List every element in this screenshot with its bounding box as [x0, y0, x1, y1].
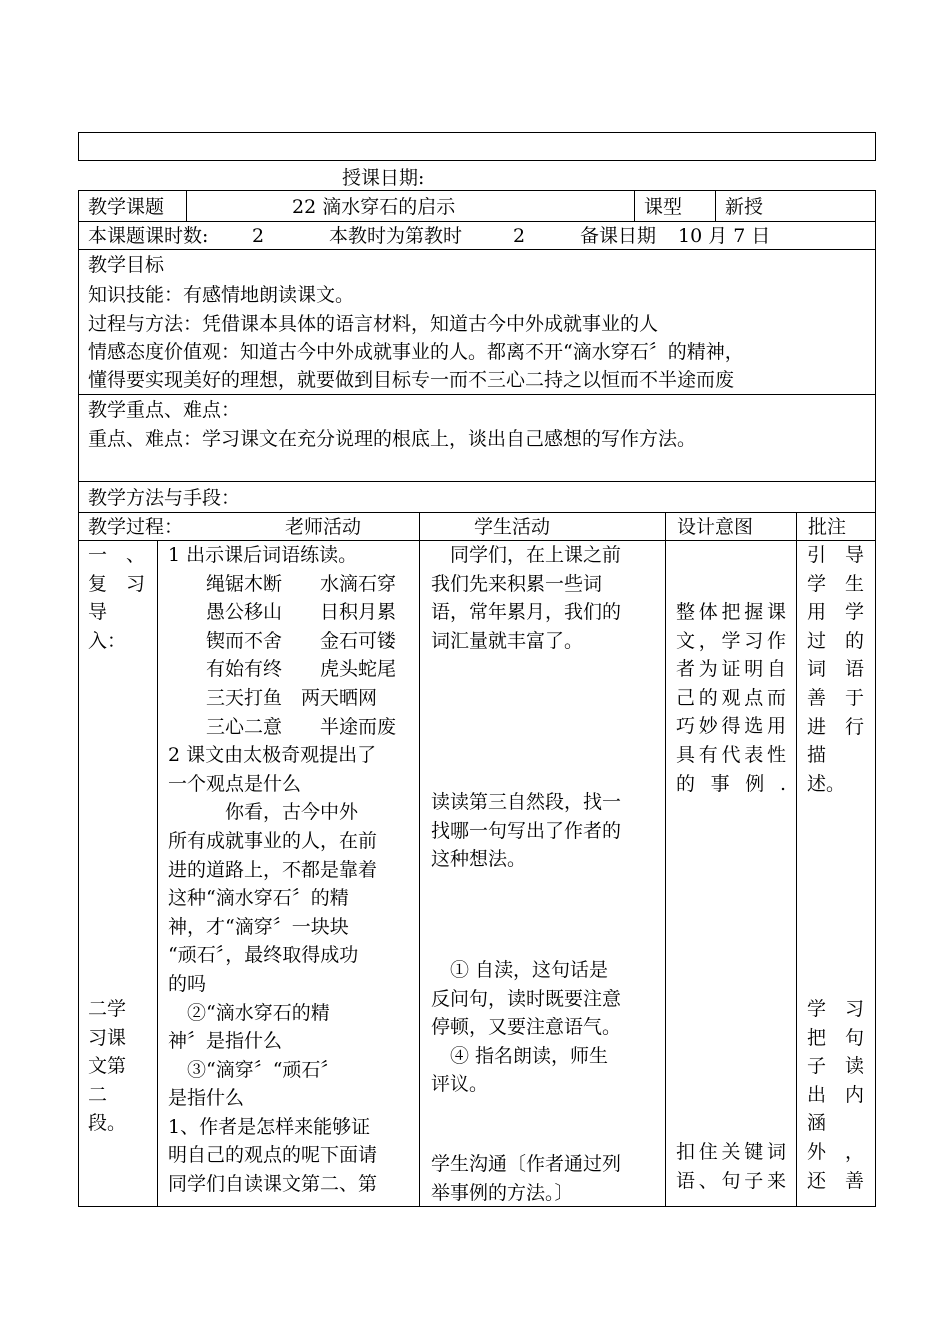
design-intent-1-line: 巧妙得选用	[676, 715, 786, 738]
design-intent-1	[676, 598, 786, 798]
student-activity-2-line: 读读第三自然段，找一	[431, 791, 622, 813]
col-divider	[186, 190, 187, 221]
student-activity-3-line: 反问句，读时既要注意	[431, 987, 622, 1010]
stage-study-paragraph-2	[88, 995, 126, 1138]
teacher-activities-line: 三天打鱼 两天晒网	[168, 686, 378, 709]
teacher-activities	[168, 541, 396, 1199]
design-intent-1-line: 的事例.	[676, 772, 786, 795]
objective-process: 过程与方法：凭借课本具体的语言材料，知道古今中外成就事业的人	[88, 313, 659, 335]
teacher-activities-line: 有始有终 虎头蛇尾	[168, 658, 397, 681]
teacher-activities-line: 明自己的观点的呢下面请	[168, 1144, 378, 1167]
notes-1-line: 引 导	[807, 544, 865, 566]
student-activity-3-line: ① 自渎，这句话是	[431, 959, 609, 981]
col-divider	[157, 540, 158, 1207]
teacher-activities-line: ②“滴水穿石的精	[168, 1001, 330, 1024]
teacher-activities-line: 你看，古今中外	[168, 801, 359, 824]
stage-study-paragraph-2-line: 文第	[88, 1055, 127, 1078]
notes-2-line: 学 习	[807, 998, 865, 1020]
student-activity-1-line: 同学们，在上课之前	[431, 544, 622, 566]
methods-title: 教学方法与手段：	[88, 487, 241, 509]
notes-1-line: 进 行	[807, 715, 865, 738]
notes-1-line: 词 语	[807, 658, 865, 681]
student-activity-1-line: 词汇量就丰富了。	[431, 629, 584, 652]
type-label: 课型	[644, 196, 683, 218]
teacher-activities-line: 1 出示课后词语练读。	[168, 544, 358, 566]
total-hours-label: 本课题课时数:	[88, 225, 209, 247]
teacher-activities-line: 同学们自读课文第二、第	[168, 1173, 378, 1196]
student-activity-4	[431, 1150, 621, 1207]
teacher-activities-line: 绳锯木断 水滴石穿	[168, 572, 397, 595]
teacher-activities-line: 1、作者是怎样来能够证	[168, 1115, 371, 1138]
design-intent-1-line: 具有代表性	[676, 743, 786, 766]
student-activity-4-line: 学生沟通〔作者通过列	[431, 1153, 622, 1175]
design-intent-2-line: 语、句子来	[676, 1169, 786, 1192]
teacher-activities-line: 三心二意 半途而废	[168, 715, 397, 738]
prep-date-label: 备课日期	[580, 225, 657, 247]
teacher-activities-line: 这种“滴水穿石〞的精	[168, 887, 349, 910]
col-divider	[634, 190, 635, 221]
design-intent-1-line: 整体把握课	[676, 601, 786, 623]
prep-date-value: 10 月 7 日	[678, 225, 771, 247]
col-divider	[419, 512, 420, 1207]
notes-header: 批注	[808, 516, 847, 538]
teacher-activities-line: 2 课文由太极奇观提出了	[168, 744, 377, 767]
student-activity-header: 学生活动	[474, 516, 551, 538]
notes-2-line: 还 善	[807, 1169, 865, 1192]
notes-1-line: 过 的	[807, 629, 865, 652]
notes-2-line: 涵	[807, 1112, 827, 1135]
student-activity-2	[431, 788, 621, 874]
stage-review-intro-line: 导	[88, 601, 108, 624]
key-points-title: 教学重点、难点：	[88, 399, 241, 421]
teacher-activities-line: “顽石〞，最终取得成功	[168, 944, 359, 967]
teacher-activities-line: 是指什么	[168, 1087, 245, 1110]
row-divider	[78, 394, 875, 395]
type-value: 新授	[725, 196, 764, 218]
stage-study-paragraph-2-line: 二学	[88, 998, 127, 1020]
design-intent-header: 设计意图	[677, 516, 754, 538]
student-activity-3-line: ④ 指名朗读，师生	[431, 1044, 609, 1067]
key-points-content: 重点、难点：学习课文在充分说理的根底上，谈出自己感想的写作方法。	[88, 428, 697, 450]
notes-1	[807, 541, 864, 798]
date-label: 授课日期:	[342, 167, 425, 189]
student-activity-2-line: 这种想法。	[431, 848, 527, 871]
stage-study-paragraph-2-line: 习课	[88, 1026, 127, 1049]
teacher-activities-line: 愚公移山 日积月累	[168, 601, 397, 624]
stage-review-intro-line: 一 、	[88, 544, 146, 566]
student-activity-3-line: 评议。	[431, 1073, 489, 1096]
notes-2	[807, 995, 864, 1195]
current-hour-value: 2	[513, 225, 526, 247]
col-divider	[715, 190, 716, 221]
teacher-activities-line: 神〞是指什么	[168, 1030, 283, 1053]
notes-1-line: 用 学	[807, 601, 865, 624]
topic-label: 教学课题	[88, 196, 165, 218]
student-activity-4-line: 举事例的方法。〕	[431, 1181, 574, 1204]
teacher-activities-line: 锲而不舍 金石可镂	[168, 629, 397, 652]
stage-review-intro-line: 入：	[88, 629, 127, 652]
notes-2-line: 出 内	[807, 1083, 865, 1106]
student-activity-3	[431, 956, 621, 1099]
objectives-title: 教学目标	[88, 254, 165, 276]
design-intent-2	[676, 1138, 786, 1195]
notes-1-line: 学 生	[807, 572, 865, 595]
stage-review-intro-line: 复 习	[88, 572, 146, 595]
notes-1-line: 描	[807, 744, 827, 767]
student-activity-1-line: 我们先来积累一些词	[431, 572, 603, 595]
student-activity-2-line: 找哪一句写出了作者的	[431, 819, 622, 842]
row-divider	[78, 481, 875, 482]
stage-review-intro	[88, 541, 145, 655]
stage-study-paragraph-2-line: 段。	[88, 1112, 127, 1135]
top-header-box	[78, 132, 876, 161]
objective-emotion-line-1: 情感态度价值观：知道古今中外成就事业的人。都离不开“滴水穿石〞的精神，	[88, 341, 744, 363]
topic-value: 22 滴水穿石的启示	[292, 196, 456, 218]
notes-2-line: 外 ，	[807, 1140, 865, 1163]
teacher-activities-line: 进的道路上，不都是靠着	[168, 858, 378, 881]
col-divider	[665, 512, 666, 1207]
objective-emotion-line-2: 懂得要实现美好的理想，就要做到目标专一而不三心二持之以恒而不半途而废	[88, 369, 735, 391]
current-hour-label: 本教时为第教时	[329, 225, 463, 247]
notes-2-line: 子 读	[807, 1055, 865, 1078]
teacher-activities-line: 的吗	[168, 972, 207, 995]
student-activity-3-line: 停顿，又要注意语气。	[431, 1016, 622, 1039]
notes-2-line: 把 句	[807, 1026, 865, 1049]
teacher-activity-header: 老师活动	[285, 516, 362, 538]
design-intent-2-line: 扣住关键词	[676, 1141, 786, 1163]
teacher-activities-line: ③“滴穿〞“顽石〞	[168, 1058, 340, 1081]
process-header: 教学过程：	[88, 516, 184, 538]
stage-study-paragraph-2-line: 二	[88, 1083, 108, 1106]
student-activity-1-line: 语，常年累月，我们的	[431, 601, 622, 624]
notes-1-line: 述。	[807, 772, 846, 795]
objective-knowledge: 知识技能：有感情地朗读课文。	[88, 284, 355, 306]
student-activity-1	[431, 541, 621, 655]
notes-1-line: 善 于	[807, 686, 865, 709]
teacher-activities-line: 神，才“滴穿〞一块块	[168, 915, 349, 938]
teacher-activities-line: 所有成就事业的人，在前	[168, 829, 378, 852]
total-hours-value: 2	[252, 225, 265, 247]
teacher-activities-line: 一个观点是什么	[168, 772, 302, 795]
design-intent-1-line: 文，学习作	[676, 629, 786, 652]
design-intent-1-line: 己的观点而	[676, 686, 786, 709]
design-intent-1-line: 者为证明自	[676, 658, 786, 681]
col-divider	[796, 512, 797, 1207]
